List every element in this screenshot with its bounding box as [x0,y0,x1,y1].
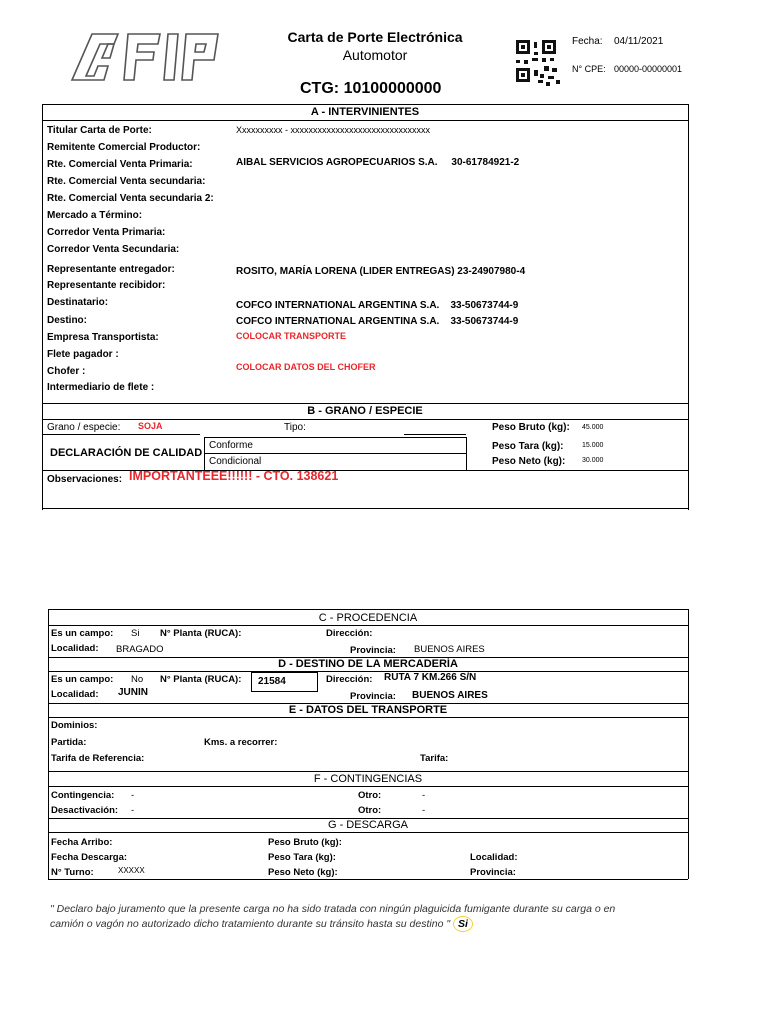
section-a-right-border [688,104,689,510]
peso-bruto-value: 45.000 [582,424,604,431]
declaration-line-2-text: camión o vagón no autorizado dicho tratamiento durante su tránsito hasta su destino " [50,918,451,930]
g-peso-neto-label: Peso Neto (kg): [268,867,338,878]
fecha-value: 04/11/2021 [614,36,664,47]
si-text: Si [457,918,468,930]
d-localidad-label: Localidad: [51,689,99,700]
g-peso-tara-label: Peso Tara (kg): [268,852,336,863]
f-otro1-value: - [422,790,426,801]
ctg-label: CTG: [300,80,340,97]
section-b-title-divider [42,419,688,420]
f-desactivacion-value: - [131,805,135,816]
ctg-number [300,80,441,98]
peso-tara-value: 15.000 [582,442,604,449]
g-turno-value: XXXXX [118,866,145,875]
e-partida-label: Partida: [51,737,87,748]
section-c-top-border [48,609,688,610]
g-provincia-label: Provincia: [470,867,516,878]
section-d-title: D - DESTINO DE LA MERCADERÍA [278,658,458,670]
row-label: Mercado a Término: [47,210,143,221]
row-label: Titular Carta de Porte: [47,125,152,136]
section-g-title: G - DESCARGA [327,819,409,831]
c-es-un-campo-value: Si [131,628,140,639]
peso-tara-label: Peso Tara (kg): [492,441,564,452]
e-tarifa-ref-label: Tarifa de Referencia: [51,753,145,764]
e-tarifa-label: Tarifa: [420,753,449,764]
f-otro2-value: - [422,805,426,816]
d-es-un-campo-label: Es un campo: [51,674,114,685]
peso-bruto-label: Peso Bruto (kg): [492,422,570,433]
section-f-title-divider [48,786,688,787]
afip-logo [68,28,228,84]
c-planta-label: N° Planta (RUCA): [160,628,242,639]
row-value: Xxxxxxxxxx - xxxxxxxxxxxxxxxxxxxxxxxxxxxxxxx [236,125,431,135]
calidad-box-divider [205,453,466,454]
row-value: AIBAL SERVICIOS AGROPECUARIOS S.A. 30-61784921-2 [236,157,520,168]
tipo-underline [404,434,466,435]
e-kms-label: Kms. a recorrer: [204,737,278,748]
row-label: Representante recibidor: [47,280,166,291]
row-label: Rte. Comercial Venta Primaria: [47,159,193,170]
document-title [270,28,480,64]
c-localidad-label: Localidad: [51,643,99,654]
f-contingencia-value: - [131,790,135,801]
d-es-un-campo-value: No [131,674,144,685]
g-turno-label: N° Turno: [51,867,94,878]
peso-neto-label: Peso Neto (kg): [492,456,566,467]
c-localidad-value: BRAGADO [116,644,164,655]
row-value: COFCO INTERNATIONAL ARGENTINA S.A. 33-50673744-9 [236,300,519,311]
f-otro2-label: Otro: [358,805,382,816]
d-planta-label: N° Planta (RUCA): [160,674,242,685]
g-fecha-descarga-label: Fecha Descarga: [51,852,128,863]
d-provincia-label: Provincia: [350,691,396,702]
section-a-left-border [42,104,43,510]
f-contingencia-label: Contingencia: [51,790,115,801]
peso-neto-value: 30.000 [582,457,604,464]
ctg-value-b: 000000 [388,80,442,97]
cpe-value: 00000-00000001 [614,64,683,74]
d-planta-value: 21584 [258,676,286,687]
row-value: COLOCAR TRANSPORTE [236,331,346,341]
row-label: Representante entregador: [47,264,175,275]
section-a-top-border [42,104,688,105]
row-label: Destino: [47,315,87,326]
cpe-label: N° CPE: [572,64,606,74]
declaracion-calidad-label: DECLARACIÓN DE CALIDAD [50,447,203,459]
qr-code-icon [516,40,562,88]
row-label: Rte. Comercial Venta secundaria: [47,176,206,187]
title-line-1: Carta de Porte Electrónica [287,29,463,45]
row-label: Chofer : [47,366,86,377]
declaration-line-1: " Declaro bajo juramento que la presente carga no ha sido tratada con ningún plaguicida fumigante durante su carga o en [50,903,616,915]
d-direccion-label: Dirección: [326,674,373,685]
section-d-title-divider [48,671,688,672]
c-provincia-label: Provincia: [350,645,396,656]
observaciones-label: Observaciones: [47,474,123,485]
e-dominios-label: Dominios: [51,720,98,731]
section-e-title-divider [48,717,688,718]
section-e-title: E - DATOS DEL TRANSPORTE [288,704,448,716]
section-c-title-divider [48,625,688,626]
condicional-option[interactable]: Condicional [209,456,262,467]
calidad-box [204,437,467,471]
observaciones-bottom-border [42,508,688,509]
c-provincia-value: BUENOS AIRES [414,644,485,655]
row-label: Corredor Venta Primaria: [47,227,166,238]
section-a-title-divider [42,120,688,121]
g-peso-bruto-label: Peso Bruto (kg): [268,837,342,848]
section-c-title: C - PROCEDENCIA [318,612,418,624]
declaration-line-2 [50,916,740,932]
grano-underline [42,434,200,435]
c-es-un-campo-label: Es un campo: [51,628,114,639]
f-desactivacion-label: Desactivación: [51,805,119,816]
section-b-top-border [42,403,688,404]
row-label: Intermediario de flete : [47,382,155,393]
grano-label: Grano / especie: [47,422,121,433]
section-g-title-divider [48,832,688,833]
d-provincia-value: BUENOS AIRES [412,690,488,701]
row-label: Corredor Venta Secundaria: [47,244,180,255]
section-a-title: A - INTERVINIENTES [310,106,420,118]
row-label: Destinatario: [47,297,109,308]
row-label: Flete pagador : [47,349,119,360]
grano-value: SOJA [138,421,163,431]
section-c-left-border [48,609,49,879]
observaciones-value: IMPORTANTEEE!!!!!! - CTO. 138621 [129,469,339,483]
section-f-top-border [48,771,688,772]
row-label: Empresa Transportista: [47,332,159,343]
d-planta-box [251,672,318,692]
conforme-option[interactable]: Conforme [209,440,253,451]
c-direccion-label: Dirección: [326,628,373,639]
row-label: Rte. Comercial Venta secundaria 2: [47,193,214,204]
tipo-label: Tipo: [284,422,306,433]
row-label: Remitente Comercial Productor: [47,142,201,153]
d-localidad-value: JUNIN [118,687,149,698]
si-value [453,916,473,932]
section-b-title: B - GRANO / ESPECIE [307,405,423,417]
section-c-right-border [688,609,689,879]
section-g-bottom-border [48,879,688,880]
f-otro1-label: Otro: [358,790,382,801]
row-value: COFCO INTERNATIONAL ARGENTINA S.A. 33-50673744-9 [236,316,519,327]
ctg-value-a: 10100 [343,80,389,97]
row-value: COLOCAR DATOS DEL CHOFER [236,362,376,372]
g-fecha-arribo-label: Fecha Arribo: [51,837,113,848]
fecha-label: Fecha: [572,36,603,47]
section-f-title: F - CONTINGENCIAS [313,773,423,785]
sworn-declaration [50,902,740,932]
d-direccion-value: RUTA 7 KM.266 S/N [384,672,477,683]
row-value: ROSITO, MARÍA LORENA (LIDER ENTREGAS) 23-24907980-4 [236,266,526,277]
title-line-2: Automotor [342,47,408,63]
g-localidad-label: Localidad: [470,852,518,863]
